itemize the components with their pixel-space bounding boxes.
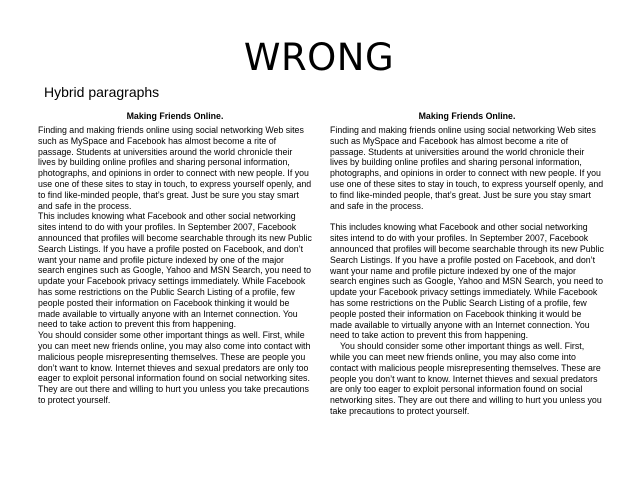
right-column: [330, 110, 604, 417]
right-paragraph-3: You should consider some other important things as well. First, while you can meet new friends online, you may also come into contact with malicious people misrepresenting themselves. These are people you don’t want to know. Internet thieves and sexual predators are only too eager to exploit personal information found on social networking sites. They are out there and willing to hurt you unless you take precautions to protect yourself.: [330, 341, 602, 416]
right-column-heading: Making Friends Online.: [418, 111, 516, 121]
slide-subtitle: Hybrid paragraphs: [44, 84, 160, 100]
right-paragraph-2: This includes knowing what Facebook and other social networking sites intend to do with your profiles. In September 2007, Facebook announced that profiles will become searchable through its new Public Search Listings. If you have a profile posted on Facebook, and don’t want your name and profile picture indexed by one of the major search engines such as Google, Yahoo and MSN Search, you need to update your Facebook privacy settings immediately. While Facebook has some restrictions on the Public Search Listing of a profile, few people posted their information on Facebook thinking it would be made available to virtually anyone with an Internet connection. You need to take action to prevent this from happening.: [330, 222, 604, 341]
right-paragraph-1: Finding and making friends online using social networking Web sites such as MySpace and Facebook has almost become a rite of passage. Students at universities around the world chronicle their lives by building online profiles and sharing personal information, photographs, and opinions in order to connect with new people. If you use one of these sites to stay in touch, to express yourself openly, and to find like-minded people, that’s great. Just be sure you stay smart and safe in the process.: [330, 125, 604, 211]
slide-title: WRONG: [243, 36, 395, 79]
left-column-heading: Making Friends Online.: [126, 111, 224, 121]
left-column: [38, 110, 312, 406]
left-paragraph-2: This includes knowing what Facebook and other social networking sites intend to do with your profiles. In September 2007, Facebook announced that profiles will become searchable through its new Public Search Listings. If you have a profile posted on Facebook, and don’t want your name and profile picture indexed by one of the major search engines such as Google, Yahoo and MSN Search, you need to update your Facebook privacy settings immediately. While Facebook has some restrictions on the Public Search Listing of a profile, few people posted their information on Facebook thinking it would be made available to virtually anyone with an Internet connection. You need to take action to prevent this from happening.: [38, 211, 312, 330]
left-paragraph-1: Finding and making friends online using social networking Web sites such as MySpace and Facebook has almost become a rite of passage. Students at universities around the world chronicle their lives by building online profiles and sharing personal information, photographs, and opinions in order to connect with new people. If you use one of these sites to stay in touch, to express yourself openly, and to find like-minded people, that’s great. Just be sure you stay smart and safe in the process.: [38, 125, 312, 211]
left-paragraph-3: You should consider some other important things as well. First, while you can meet new friends online, you may also come into contact with malicious people misrepresenting themselves. These are people you don’t want to know. Internet thieves and sexual predators are only too eager to exploit personal information found on social networking sites. They are out there and willing to hurt you unless you take precautions to protect yourself.: [38, 330, 311, 405]
